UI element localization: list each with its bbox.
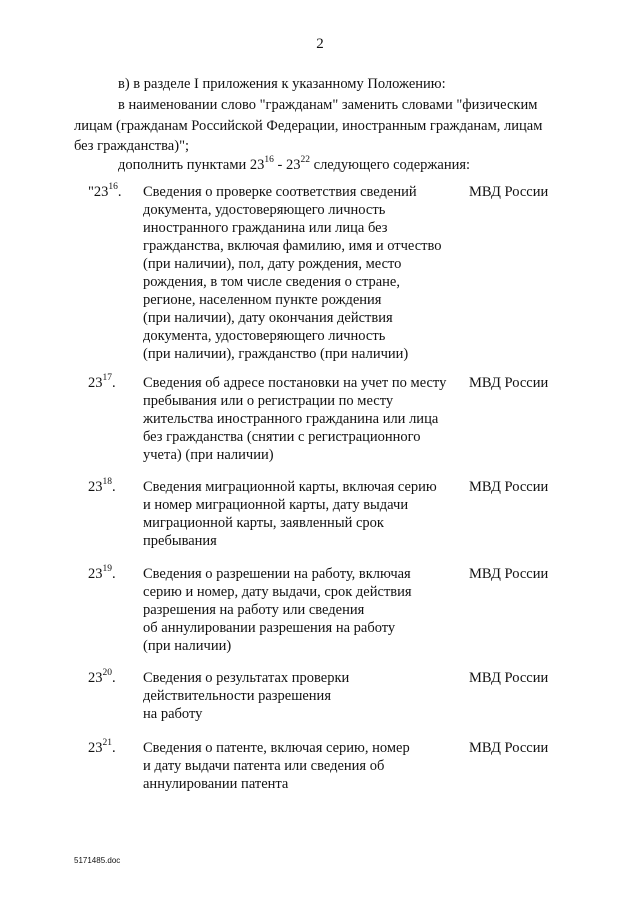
item-number-base: "23 [88, 184, 109, 200]
intro-line-5 [118, 155, 470, 175]
item-line: жительства иностранного гражданина или лица [143, 411, 439, 427]
item-number-dot: . [112, 566, 116, 582]
item-line: пребывания [143, 533, 217, 549]
item-agency: МВД России [469, 670, 549, 686]
item-number [88, 183, 122, 201]
item-line: (при наличии), гражданство (при наличии) [143, 346, 409, 362]
item-number [88, 739, 116, 757]
item-number-dot: . [112, 670, 116, 686]
item-line: учета) (при наличии) [143, 447, 274, 463]
item-line: и дату выдачи патента или сведения об [143, 758, 385, 774]
item-number-sup: 16 [108, 182, 118, 193]
item-number-base: 23 [88, 566, 103, 582]
item-description [143, 739, 463, 793]
item-line: иностранного гражданина или лица без [143, 220, 388, 236]
item-line: об аннулировании разрешения на работу [143, 620, 396, 636]
item-line: пребывания или о регистрации по месту [143, 393, 394, 409]
item-number-dot: . [112, 375, 116, 391]
item-line: действительности разрешения [143, 688, 331, 704]
intro-sup-2: 22 [300, 155, 311, 166]
intro-line-2: в наименовании слово "гражданам" заменить словами "физическим [118, 97, 538, 113]
item-number-sup: 19 [102, 564, 112, 575]
item-line: (при наличии), дату окончания действия [143, 310, 393, 326]
item-line: и номер миграционной карты, дату выдачи [143, 497, 409, 513]
intro-sup-1: 16 [264, 155, 274, 166]
item-line: (при наличии) [143, 638, 232, 654]
item-description [143, 183, 463, 363]
item-line: регионе, населенном пункте рождения [143, 292, 382, 308]
item-agency: МВД России [469, 479, 549, 495]
item-agency: МВД России [469, 566, 549, 582]
item-number-dot: . [112, 479, 116, 495]
intro-line-3: лицам (гражданам Российской Федерации, иностранным гражданам, лицам [74, 118, 543, 134]
item-agency: МВД России [469, 740, 549, 756]
item-description [143, 374, 463, 464]
item-agency: МВД России [469, 375, 549, 391]
item-number [88, 374, 116, 392]
item-number [88, 565, 116, 583]
item-number-dot: . [112, 740, 116, 756]
intro-line-4: без гражданства)"; [74, 138, 190, 154]
item-number-base: 23 [88, 479, 103, 495]
item-description [143, 478, 463, 550]
item-number-sup: 17 [102, 373, 112, 384]
item-number-base: 23 [88, 375, 103, 391]
item-number-sup: 21 [102, 738, 112, 749]
item-line: рождения, в том числе сведения о стране, [143, 274, 400, 290]
item-number-base: 23 [88, 740, 103, 756]
item-agency: МВД России [469, 184, 549, 200]
item-line: Сведения о разрешении на работу, включая [143, 566, 411, 582]
item-line: Сведения о результатах проверки [143, 670, 350, 686]
intro-line-5-pre: дополнить пунктами 23 [118, 157, 265, 173]
item-line: миграционной карты, заявленный срок [143, 515, 384, 531]
item-line: документа, удостоверяющего личность [143, 328, 386, 344]
item-line: без гражданства (снятии с регистрационного [143, 429, 421, 445]
item-number-sup: 18 [102, 477, 112, 488]
item-line: серию и номер, дату выдачи, срок действия [143, 584, 412, 600]
item-number [88, 478, 116, 496]
item-line: Сведения миграционной карты, включая серию [143, 479, 437, 495]
item-line: Сведения о проверке соответствия сведений [143, 184, 417, 200]
item-line: аннулировании патента [143, 776, 289, 792]
item-description [143, 669, 463, 723]
item-number-dot: . [117, 184, 122, 200]
item-line: Сведения об адресе постановки на учет по месту [143, 375, 447, 391]
item-line: (при наличии), пол, дату рождения, место [143, 256, 402, 272]
item-line: Сведения о патенте, включая серию, номер [143, 740, 410, 756]
item-number-base: 23 [88, 670, 103, 686]
document-footer: 5171485.doc [74, 856, 121, 865]
item-line: на работу [143, 706, 203, 722]
intro-line-5-mid: - 23 [273, 157, 301, 173]
item-description [143, 565, 463, 655]
item-number [88, 669, 116, 687]
intro-line-5-post: следующего содержания: [310, 157, 471, 173]
intro-line-1: в) в разделе I приложения к указанному Положению: [118, 76, 446, 92]
item-line: документа, удостоверяющего личность [143, 202, 386, 218]
item-number-sup: 20 [102, 668, 112, 679]
page-number: 2 [316, 36, 324, 52]
item-line: разрешения на работу или сведения [143, 602, 365, 618]
item-line: гражданства, включая фамилию, имя и отчество [143, 238, 442, 254]
